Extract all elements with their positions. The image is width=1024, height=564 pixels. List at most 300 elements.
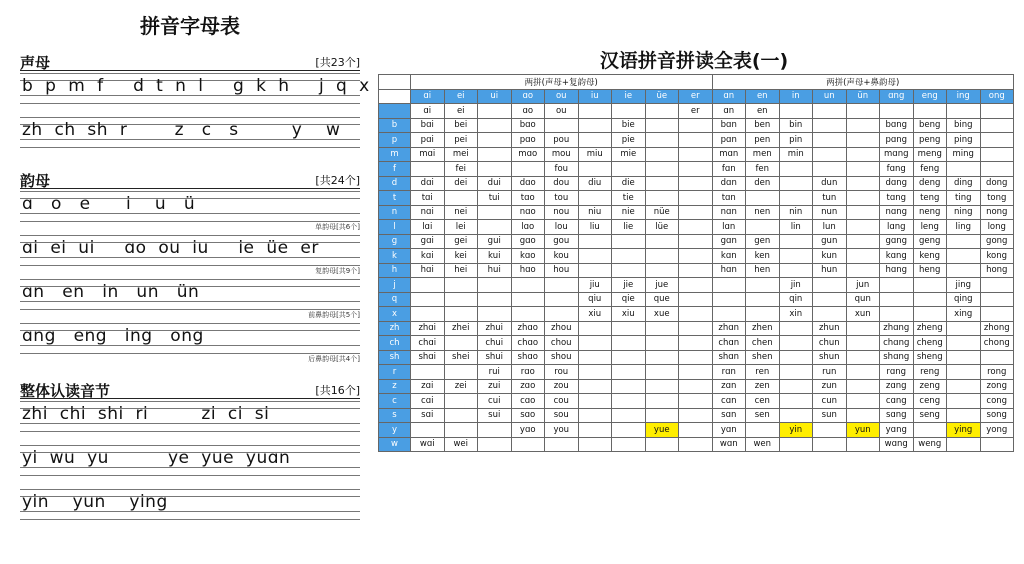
syllable-cell: pɑn <box>712 133 746 148</box>
ruled-line <box>20 475 360 476</box>
syllable-cell: sui <box>478 408 512 423</box>
syllable-cell: reng <box>913 365 947 380</box>
syllable-cell <box>779 365 813 380</box>
syllable-cell <box>746 220 780 235</box>
syllable-cell <box>612 249 646 264</box>
syllable-cell: zou <box>545 379 579 394</box>
syllable-cell: mie <box>612 147 646 162</box>
syllable-cell <box>746 191 780 206</box>
syllable-cell: chen <box>746 336 780 351</box>
syllable-cell: zen <box>746 379 780 394</box>
syllable-cell: dun <box>813 176 847 191</box>
syllable-cell: dui <box>478 176 512 191</box>
ruled-line <box>20 489 360 490</box>
syllable-cell: wen <box>746 437 780 452</box>
syllable-cell <box>578 423 612 438</box>
syllable-cell: fou <box>545 162 579 177</box>
syllable-cell <box>411 365 445 380</box>
syllable-cell <box>645 191 679 206</box>
syllable-cell: shɑi <box>411 350 445 365</box>
syllable-cell <box>645 336 679 351</box>
syllable-cell: dei <box>444 176 478 191</box>
ruled-line <box>20 431 360 432</box>
initial-header: j <box>379 278 411 293</box>
syllable-cell: shui <box>478 350 512 365</box>
syllable-cell: zhɑn <box>712 321 746 336</box>
syllable-cell <box>578 104 612 119</box>
initial-header: f <box>379 162 411 177</box>
table-row <box>379 379 1014 394</box>
final-header: ɑn <box>712 89 746 104</box>
syllable-cell <box>578 162 612 177</box>
syllable-cell <box>779 234 813 249</box>
syllable-cell <box>980 307 1014 322</box>
syllable-cell <box>779 263 813 278</box>
syllable-cell <box>947 350 981 365</box>
syllable-cell <box>612 162 646 177</box>
syllable-cell: gong <box>980 234 1014 249</box>
letters-text: zh ch sh r z c s y w <box>22 120 341 140</box>
syllable-cell: bɑng <box>880 118 914 133</box>
ruled-line <box>20 265 360 266</box>
syllable-cell: fen <box>746 162 780 177</box>
syllable-cell: jie <box>612 278 646 293</box>
syllable-cell: miu <box>578 147 612 162</box>
letters-text: ɑng eng ing ong <box>22 326 204 346</box>
initial-header: s <box>379 408 411 423</box>
syllable-cell <box>947 336 981 351</box>
syllable-cell: sen <box>746 408 780 423</box>
final-header: ie <box>612 89 646 104</box>
syllable-cell <box>846 220 880 235</box>
syllable-cell: dong <box>980 176 1014 191</box>
syllable-cell: chun <box>813 336 847 351</box>
section-header <box>20 52 360 71</box>
syllable-cell: sɑo <box>511 408 545 423</box>
syllable-cell <box>511 307 545 322</box>
syllable-cell <box>813 292 847 307</box>
syllable-cell: kui <box>478 249 512 264</box>
syllable-cell: cɑn <box>712 394 746 409</box>
final-header: ing <box>947 89 981 104</box>
syllable-cell <box>846 394 880 409</box>
syllable-cell: pɑng <box>880 133 914 148</box>
syllable-cell: zei <box>444 379 478 394</box>
syllable-cell: dou <box>545 176 579 191</box>
syllable-cell: seng <box>913 408 947 423</box>
row-caption: 前鼻韵母[共5个] <box>308 311 360 319</box>
final-header: en <box>746 89 780 104</box>
syllable-cell <box>511 437 545 452</box>
writing-row <box>20 443 360 487</box>
syllable-cell <box>779 321 813 336</box>
table-row <box>379 234 1014 249</box>
syllable-cell: zun <box>813 379 847 394</box>
section-0 <box>20 52 370 159</box>
syllable-cell <box>645 350 679 365</box>
syllable-cell: pɑo <box>511 133 545 148</box>
syllable-cell: fɑng <box>880 162 914 177</box>
syllable-cell <box>679 162 713 177</box>
syllable-cell: cɑi <box>411 394 445 409</box>
final-header: un <box>813 89 847 104</box>
syllable-cell <box>511 278 545 293</box>
syllable-cell: cheng <box>913 336 947 351</box>
corner-cell <box>379 75 411 90</box>
syllable-cell <box>746 423 780 438</box>
syllable-cell: den <box>746 176 780 191</box>
syllable-cell <box>779 176 813 191</box>
table-row <box>379 321 1014 336</box>
syllable-cell: liu <box>578 220 612 235</box>
syllable-cell: nong <box>980 205 1014 220</box>
initial-header: m <box>379 147 411 162</box>
syllable-cell: wɑi <box>411 437 445 452</box>
final-header: üe <box>645 89 679 104</box>
table-row <box>379 336 1014 351</box>
syllable-cell <box>578 191 612 206</box>
syllable-cell <box>813 423 847 438</box>
syllable-cell: hɑng <box>880 263 914 278</box>
syllable-cell: xun <box>846 307 880 322</box>
writing-row <box>20 321 360 365</box>
syllable-cell: bin <box>779 118 813 133</box>
syllable-cell <box>578 394 612 409</box>
syllable-cell: ɑo <box>511 104 545 119</box>
syllable-cell <box>913 278 947 293</box>
syllable-cell: zɑn <box>712 379 746 394</box>
writing-row <box>20 233 360 277</box>
syllable-cell <box>947 321 981 336</box>
section-1 <box>20 170 360 365</box>
table-row <box>379 278 1014 293</box>
syllable-cell <box>645 437 679 452</box>
syllable-cell: mei <box>444 147 478 162</box>
syllable-cell: gou <box>545 234 579 249</box>
syllable-cell: chou <box>545 336 579 351</box>
syllable-cell: er <box>679 104 713 119</box>
syllable-cell <box>444 191 478 206</box>
syllable-cell: gui <box>478 234 512 249</box>
section-header <box>20 380 360 399</box>
syllable-cell: sɑng <box>880 408 914 423</box>
syllable-cell: ren <box>746 365 780 380</box>
syllable-cell <box>947 437 981 452</box>
syllable-cell <box>478 278 512 293</box>
syllable-cell: cun <box>813 394 847 409</box>
syllable-cell: weng <box>913 437 947 452</box>
initial-header: x <box>379 307 411 322</box>
syllable-cell: zhong <box>980 321 1014 336</box>
syllable-cell: zui <box>478 379 512 394</box>
syllable-cell: pei <box>444 133 478 148</box>
final-header: ou <box>545 89 579 104</box>
syllable-cell <box>779 394 813 409</box>
syllable-cell: diu <box>578 176 612 191</box>
syllable-cell <box>478 133 512 148</box>
syllable-cell: nen <box>746 205 780 220</box>
syllable-cell: ceng <box>913 394 947 409</box>
table-row <box>379 147 1014 162</box>
syllable-cell: ding <box>947 176 981 191</box>
syllable-cell: jiu <box>578 278 612 293</box>
syllable-cell: nɑo <box>511 205 545 220</box>
row-caption: 复韵母[共9个] <box>315 267 360 275</box>
syllable-cell: lüe <box>645 220 679 235</box>
table-row <box>379 307 1014 322</box>
syllable-cell <box>645 379 679 394</box>
syllable-cell <box>880 307 914 322</box>
syllable-cell <box>679 350 713 365</box>
section-header <box>20 170 360 189</box>
syllable-cell <box>746 307 780 322</box>
syllable-cell <box>980 118 1014 133</box>
syllable-cell: en <box>746 104 780 119</box>
syllable-cell: ming <box>947 147 981 162</box>
syllable-cell <box>880 104 914 119</box>
syllable-cell: ning <box>947 205 981 220</box>
syllable-cell <box>846 234 880 249</box>
syllable-cell <box>578 133 612 148</box>
syllable-cell <box>679 205 713 220</box>
syllable-cell: run <box>813 365 847 380</box>
table-row <box>379 191 1014 206</box>
syllable-cell <box>846 162 880 177</box>
writing-row <box>20 189 360 233</box>
ruled-line <box>20 147 360 148</box>
syllable-cell: chong <box>980 336 1014 351</box>
syllable-cell: hɑn <box>712 263 746 278</box>
section-name: 韵母 <box>20 172 51 190</box>
table-row <box>379 220 1014 235</box>
ruled-line <box>20 117 360 118</box>
syllable-cell: lei <box>444 220 478 235</box>
syllable-cell <box>478 104 512 119</box>
syllable-cell: wei <box>444 437 478 452</box>
row-caption: 单韵母[共6个] <box>315 223 360 231</box>
syllable-cell <box>478 220 512 235</box>
syllable-cell: ling <box>947 220 981 235</box>
syllable-cell: feng <box>913 162 947 177</box>
syllable-cell: rou <box>545 365 579 380</box>
syllable-cell: yue <box>645 423 679 438</box>
syllable-cell <box>880 292 914 307</box>
syllable-cell: yong <box>980 423 1014 438</box>
initial-header: p <box>379 133 411 148</box>
table-row <box>379 263 1014 278</box>
syllable-cell: chɑn <box>712 336 746 351</box>
syllable-cell <box>679 278 713 293</box>
initial-header: c <box>379 394 411 409</box>
syllable-cell: lou <box>545 220 579 235</box>
syllable-cell <box>980 162 1014 177</box>
syllable-cell: yɑng <box>880 423 914 438</box>
syllable-cell: lɑn <box>712 220 746 235</box>
syllable-cell: zhɑo <box>511 321 545 336</box>
syllable-cell: min <box>779 147 813 162</box>
syllable-cell: bɑi <box>411 118 445 133</box>
syllable-cell <box>578 234 612 249</box>
syllable-cell: rɑn <box>712 365 746 380</box>
syllable-cell: tun <box>813 191 847 206</box>
syllable-cell <box>645 162 679 177</box>
syllable-cell: ɑi <box>411 104 445 119</box>
table-row <box>379 423 1014 438</box>
section-count: [共24个] <box>315 174 360 187</box>
initial-header: t <box>379 191 411 206</box>
final-header: iu <box>578 89 612 104</box>
syllable-cell <box>679 147 713 162</box>
letters-text: zhi chi shi ri zi ci si <box>22 404 270 424</box>
initial-header <box>379 104 411 119</box>
syllable-cell <box>612 394 646 409</box>
syllable-cell <box>679 263 713 278</box>
syllable-cell <box>880 278 914 293</box>
syllable-cell <box>679 394 713 409</box>
syllable-cell: nɑn <box>712 205 746 220</box>
syllable-cell: mɑng <box>880 147 914 162</box>
syllable-cell: teng <box>913 191 947 206</box>
initial-header: sh <box>379 350 411 365</box>
syllable-cell <box>411 162 445 177</box>
initial-header: n <box>379 205 411 220</box>
syllable-cell <box>578 365 612 380</box>
ruled-line <box>20 519 360 520</box>
syllable-cell <box>779 408 813 423</box>
syllable-cell: xiu <box>612 307 646 322</box>
syllable-cell: kun <box>813 249 847 264</box>
ruled-line <box>20 191 360 192</box>
initial-header: ch <box>379 336 411 351</box>
syllable-cell <box>679 118 713 133</box>
syllable-cell: nüe <box>645 205 679 220</box>
syllable-cell: lɑo <box>511 220 545 235</box>
syllable-cell: ping <box>947 133 981 148</box>
syllable-cell: bɑo <box>511 118 545 133</box>
letters-text: ɑ o e i u ü <box>22 194 196 214</box>
final-header: ong <box>980 89 1014 104</box>
syllable-cell <box>645 394 679 409</box>
syllable-cell: hen <box>746 263 780 278</box>
syllable-cell: cen <box>746 394 780 409</box>
syllable-cell <box>980 350 1014 365</box>
table-row <box>379 118 1014 133</box>
syllable-cell <box>545 307 579 322</box>
syllable-cell: rɑo <box>511 365 545 380</box>
syllable-cell: bing <box>947 118 981 133</box>
syllable-cell <box>478 307 512 322</box>
syllable-cell <box>444 408 478 423</box>
syllable-cell <box>980 133 1014 148</box>
table-row <box>379 292 1014 307</box>
syllable-cell <box>913 104 947 119</box>
syllable-cell <box>947 365 981 380</box>
syllable-cell: gun <box>813 234 847 249</box>
syllable-cell: tie <box>612 191 646 206</box>
syllable-cell <box>612 104 646 119</box>
syllable-cell <box>846 336 880 351</box>
initial-header: y <box>379 423 411 438</box>
syllable-cell: ken <box>746 249 780 264</box>
syllable-cell <box>612 365 646 380</box>
syllable-cell: xing <box>947 307 981 322</box>
syllable-cell: jun <box>846 278 880 293</box>
table-row <box>379 437 1014 452</box>
syllable-cell: zhɑi <box>411 321 445 336</box>
syllable-cell <box>947 249 981 264</box>
syllable-cell <box>846 133 880 148</box>
syllable-cell: keng <box>913 249 947 264</box>
syllable-cell: zhei <box>444 321 478 336</box>
syllable-cell <box>411 307 445 322</box>
syllable-cell: hei <box>444 263 478 278</box>
section-count: [共23个] <box>315 56 360 69</box>
syllable-cell <box>846 205 880 220</box>
letters-text: ɑi ei ui ɑo ou iu ie üe er <box>22 238 319 258</box>
syllable-cell: nɑi <box>411 205 445 220</box>
syllable-cell: pɑi <box>411 133 445 148</box>
syllable-cell <box>612 379 646 394</box>
syllable-cell: bei <box>444 118 478 133</box>
syllable-cell: qiu <box>578 292 612 307</box>
syllable-cell: ou <box>545 104 579 119</box>
syllable-cell: gɑi <box>411 234 445 249</box>
syllable-cell: lun <box>813 220 847 235</box>
final-header: er <box>679 89 713 104</box>
final-header: in <box>779 89 813 104</box>
syllable-cell <box>679 234 713 249</box>
initial-header: l <box>379 220 411 235</box>
syllable-cell: wɑn <box>712 437 746 452</box>
syllable-cell <box>444 307 478 322</box>
syllable-cell: hɑi <box>411 263 445 278</box>
final-header: ün <box>846 89 880 104</box>
syllable-cell: lin <box>779 220 813 235</box>
syllable-cell <box>444 336 478 351</box>
syllable-cell <box>913 307 947 322</box>
syllable-cell <box>779 191 813 206</box>
final-header: ei <box>444 89 478 104</box>
syllable-cell: yun <box>846 423 880 438</box>
syllable-cell: zeng <box>913 379 947 394</box>
syllable-cell: jin <box>779 278 813 293</box>
syllable-cell <box>947 379 981 394</box>
writing-row <box>20 487 360 531</box>
syllable-cell <box>813 278 847 293</box>
syllable-cell: bie <box>612 118 646 133</box>
syllable-cell <box>846 321 880 336</box>
syllable-cell: you <box>545 423 579 438</box>
syllable-cell: shɑo <box>511 350 545 365</box>
syllable-cell: cong <box>980 394 1014 409</box>
syllable-cell <box>645 147 679 162</box>
syllable-cell: zhun <box>813 321 847 336</box>
syllable-cell: pie <box>612 133 646 148</box>
syllable-cell <box>679 292 713 307</box>
syllable-cell: zɑng <box>880 379 914 394</box>
syllable-cell <box>612 263 646 278</box>
syllable-cell <box>980 147 1014 162</box>
syllable-cell: nou <box>545 205 579 220</box>
syllable-cell <box>545 118 579 133</box>
syllable-cell: rong <box>980 365 1014 380</box>
syllable-cell <box>578 437 612 452</box>
syllable-cell: tui <box>478 191 512 206</box>
syllable-cell: dɑo <box>511 176 545 191</box>
ruled-line <box>20 279 360 280</box>
syllable-cell <box>411 423 445 438</box>
final-header: ui <box>478 89 512 104</box>
